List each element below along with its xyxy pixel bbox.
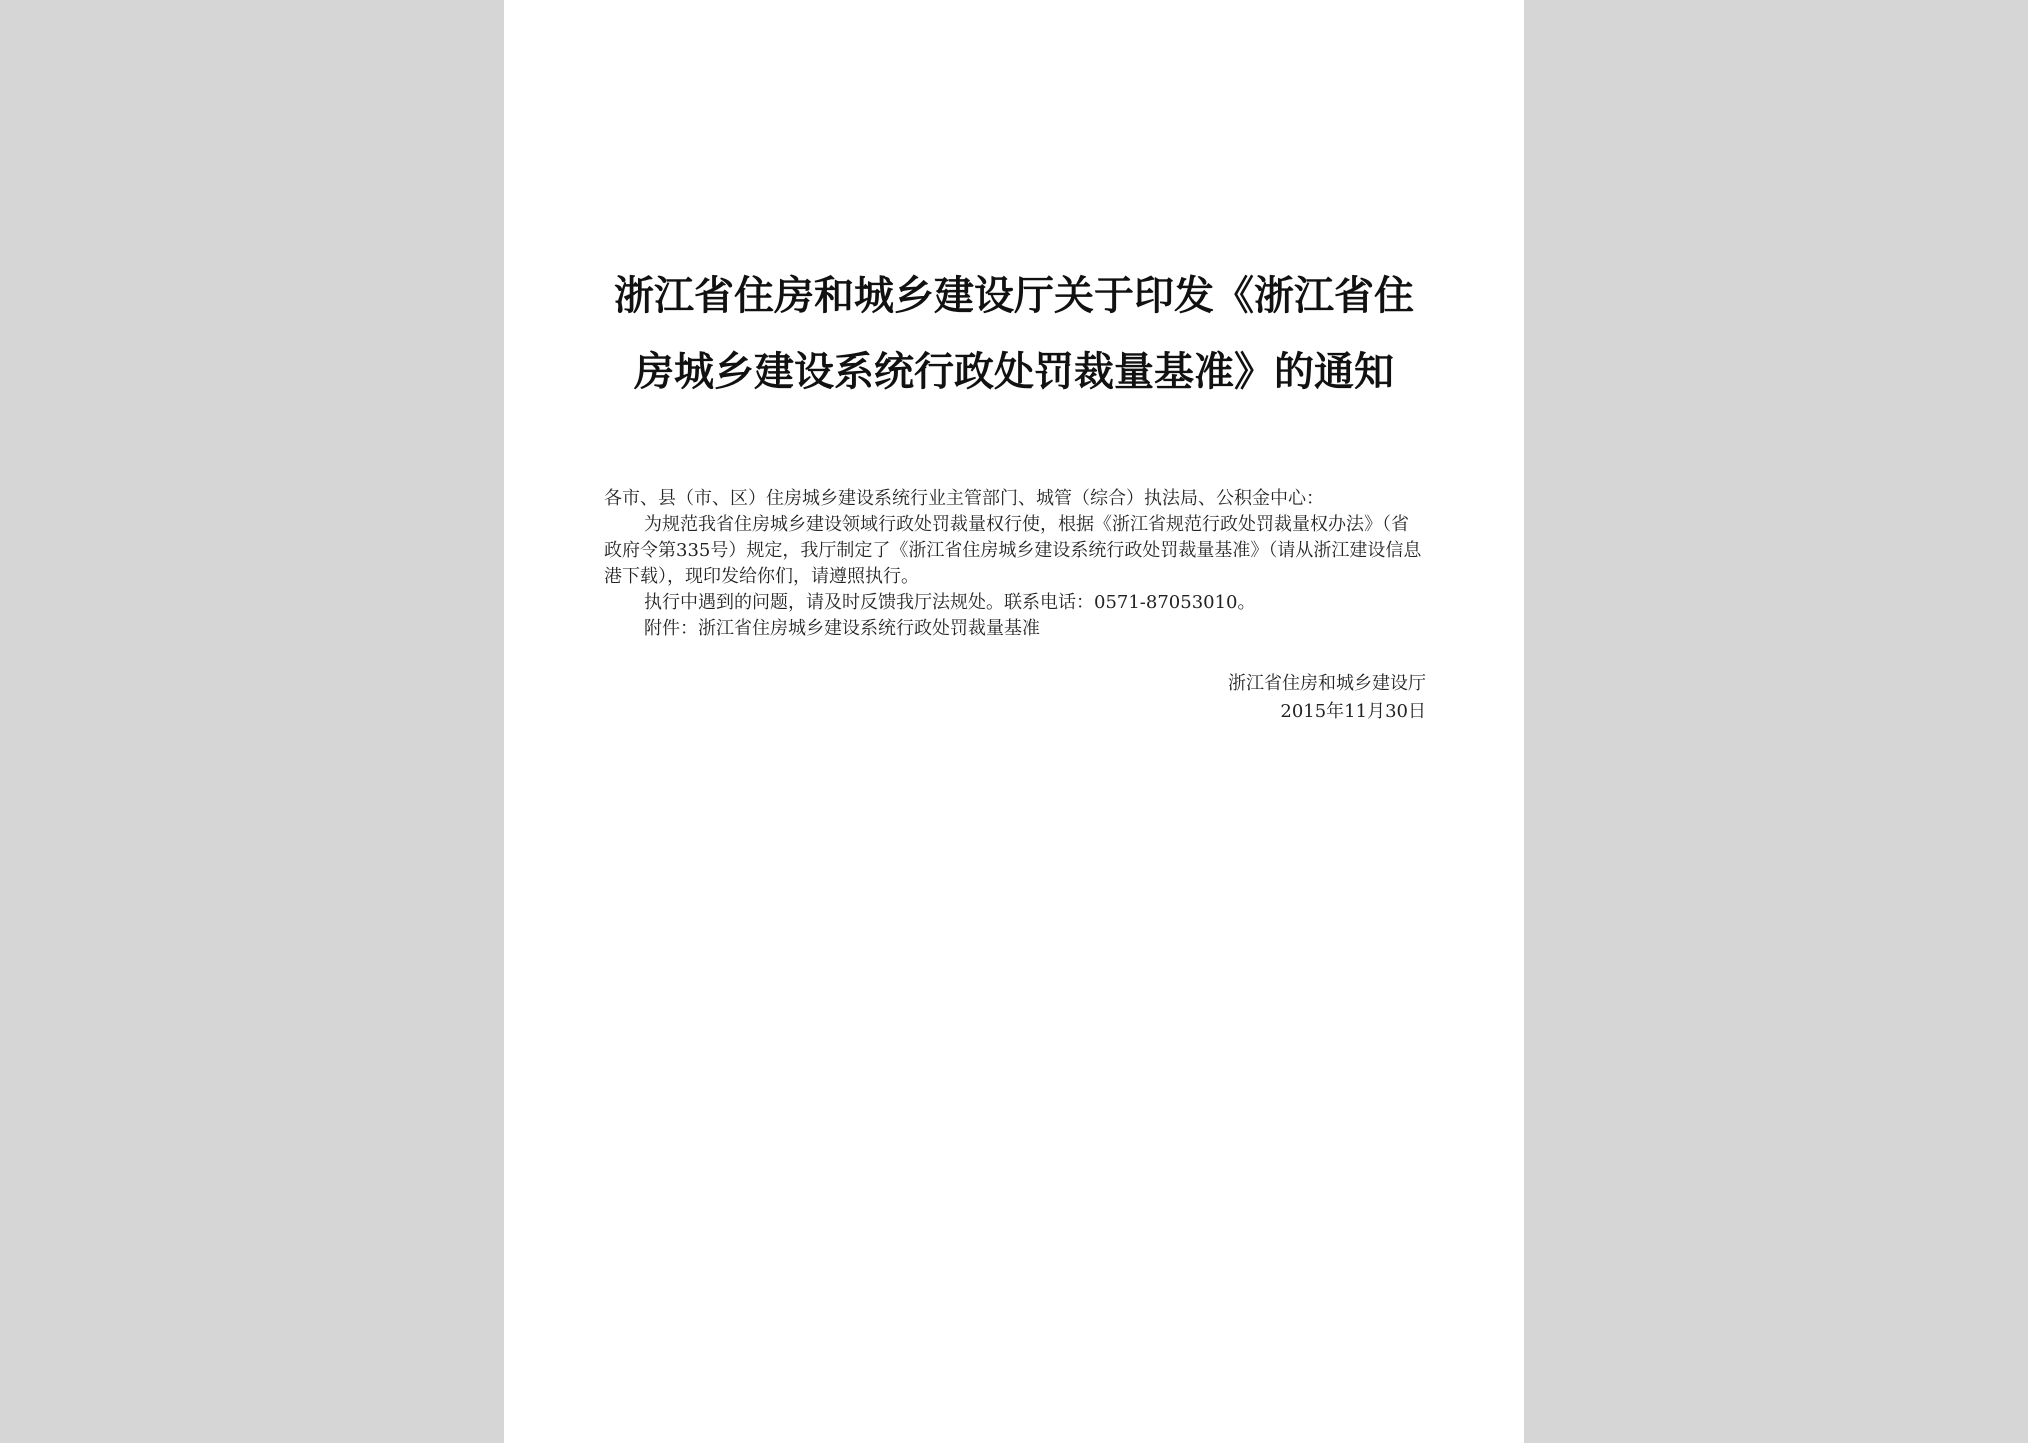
signature-block (1228, 670, 1426, 726)
document-title: 浙江省住房和城乡建设厅关于印发《浙江省住房城乡建设系统行政处罚裁量基准》的通知 (614, 273, 1414, 395)
paragraph-attachment: 附件：浙江省住房城乡建设系统行政处罚裁量基准 (644, 618, 1040, 639)
document-body (604, 486, 1426, 642)
paragraph-main: 为规范我省住房城乡建设领域行政处罚裁量权行使，根据《浙江省规范行政处罚裁量权办法》（省政府令第335号）规定，我厅制定了《浙江省住房城乡建设系统行政处罚裁量基准》（请从浙江建设信息港下载），现印发给你们，请遵照执行。 (604, 514, 1422, 587)
document-page (504, 0, 1524, 1443)
issue-date: 2015年11月30日 (1280, 701, 1426, 722)
issuer-name: 浙江省住房和城乡建设厅 (1228, 673, 1426, 694)
salutation: 各市、县（市、区）住房城乡建设系统行业主管部门、城管（综合）执法局、公积金中心： (604, 488, 1324, 509)
paragraph-contact: 执行中遇到的问题，请及时反馈我厅法规处。联系电话：0571-87053010。 (644, 592, 1256, 613)
